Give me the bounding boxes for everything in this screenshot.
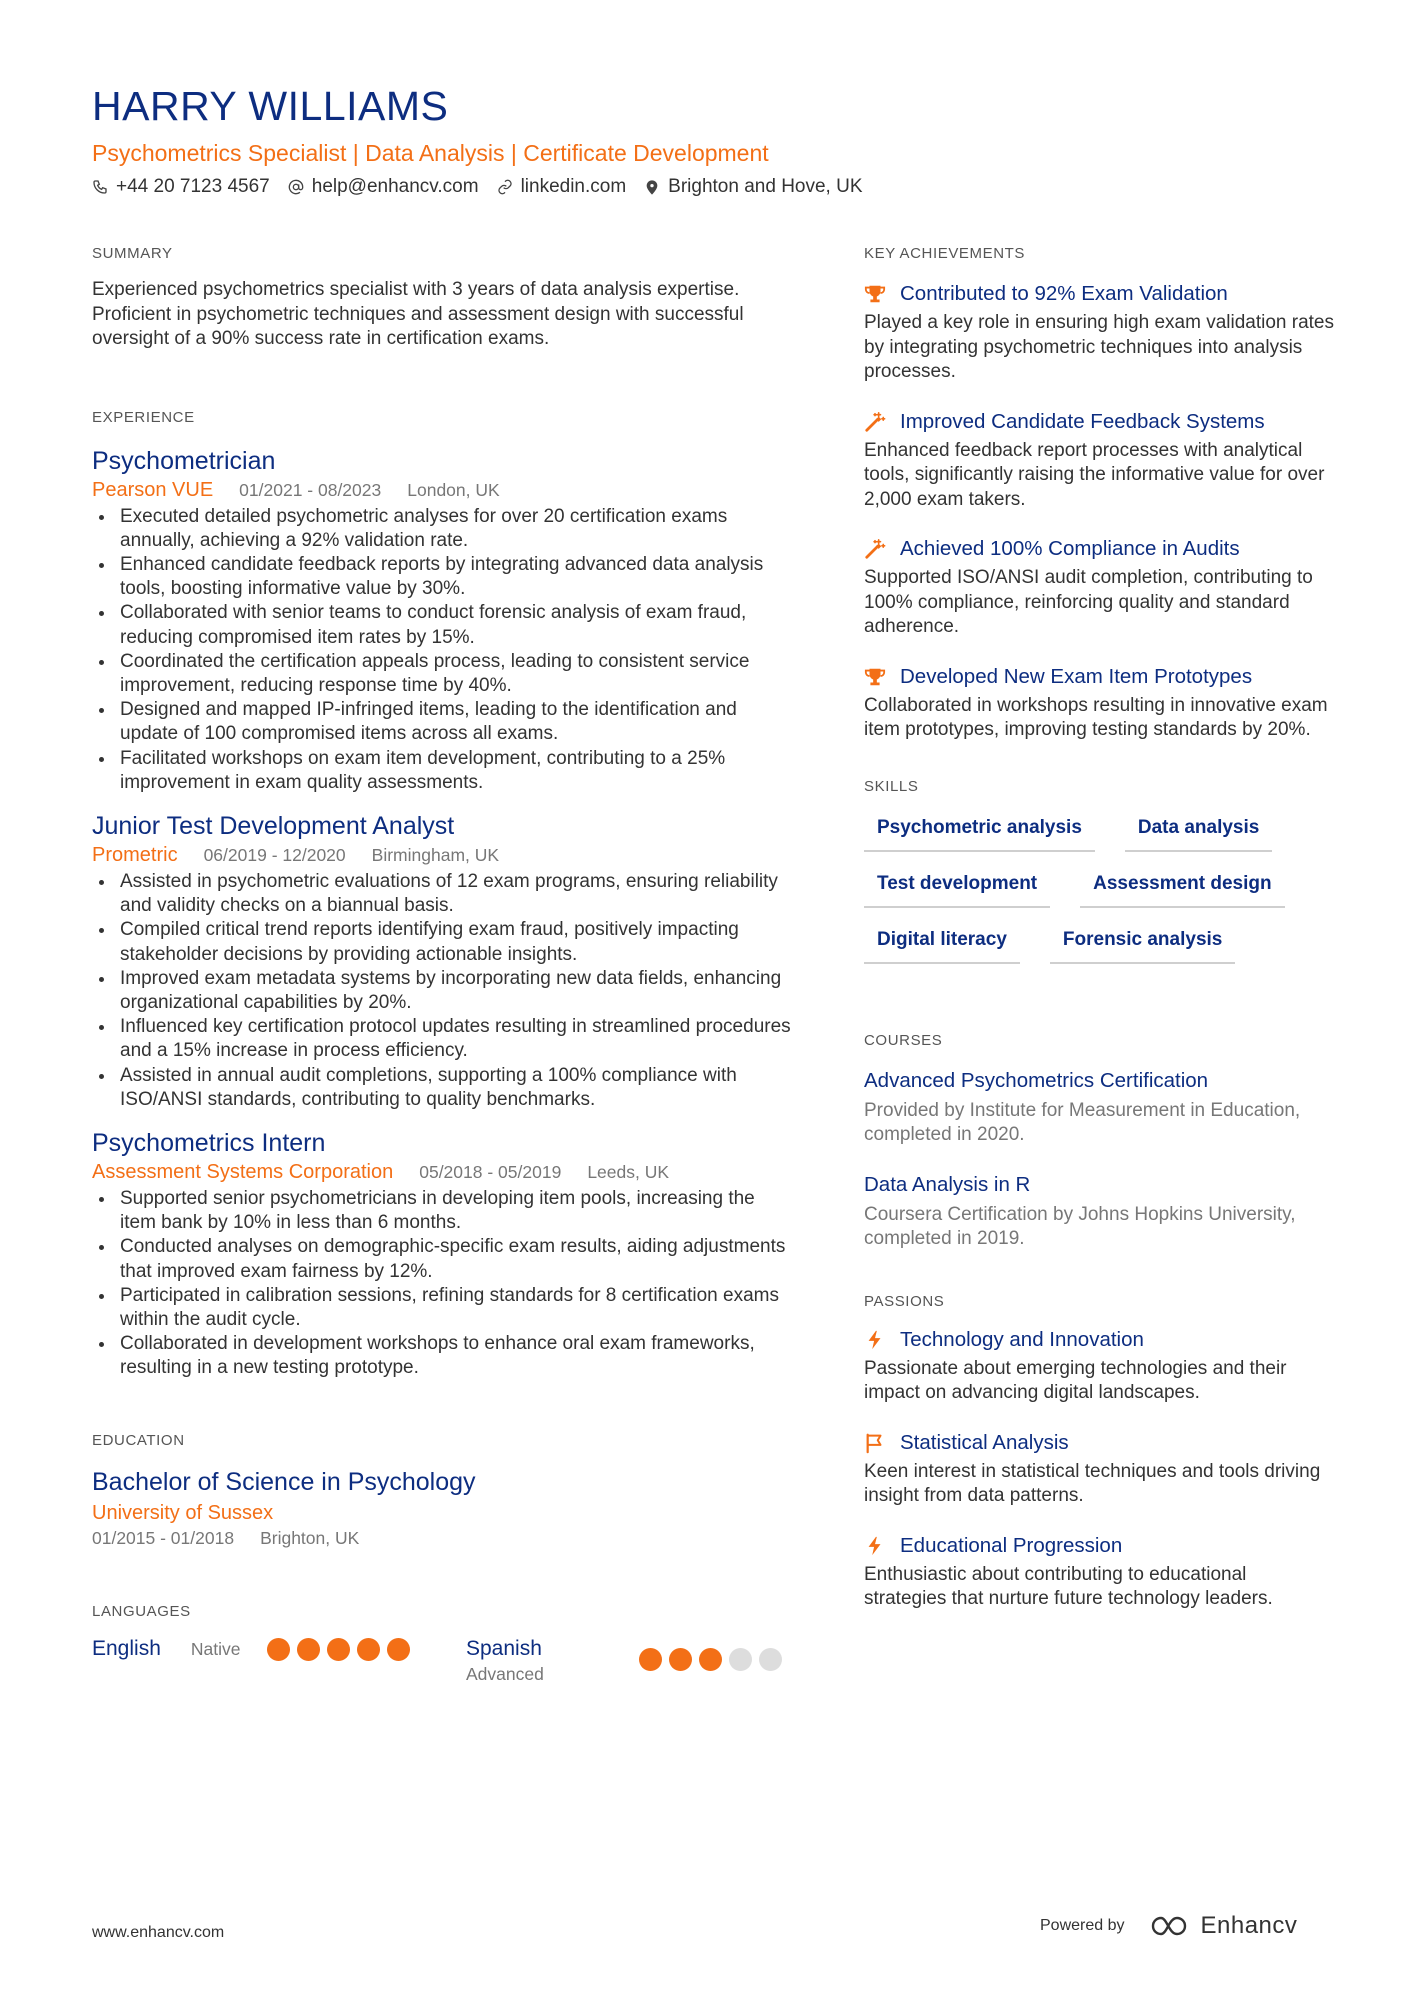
passions-section <box>864 1292 1334 1612</box>
languages-section <box>92 1602 792 1696</box>
summary-heading: SUMMARY <box>92 245 173 262</box>
achievement-item <box>864 280 1334 385</box>
job-bullet: Assisted in psychometric evaluations of 12 exam programs, ensuring reliability and validity checks on a biannual basis. <box>92 870 792 918</box>
enhancv-logo-icon <box>1149 1914 1193 1938</box>
lightning-icon <box>864 1535 886 1557</box>
location-icon <box>644 179 660 195</box>
skill-tag: Forensic analysis <box>1050 927 1235 964</box>
job-dates: 01/2021 - 08/2023 <box>239 479 382 500</box>
course-title: Data Analysis in R <box>864 1172 1031 1196</box>
job-location: London, UK <box>407 479 500 500</box>
contact-linkedin[interactable] <box>497 174 627 200</box>
headline: Psychometrics Specialist | Data Analysis | Certificate Development <box>92 140 769 166</box>
job-bullet: Collaborated with senior teams to conduct forensic analysis of exam fraud, reducing compromised item rates by 15%. <box>92 601 792 649</box>
trophy-icon <box>864 666 886 688</box>
achievement-desc: Played a key role in ensuring high exam validation rates by integrating psychometric techniques into analysis processes. <box>864 312 1334 382</box>
education-meta <box>92 1526 792 1550</box>
job-dates: 06/2019 - 12/2020 <box>203 844 346 865</box>
powered-by-label: Powered by <box>1040 1917 1125 1934</box>
candidate-name: HARRY WILLIAMS <box>92 83 449 129</box>
language-name: English <box>92 1636 161 1660</box>
language-english <box>92 1636 241 1662</box>
skill-tag: Assessment design <box>1080 871 1284 908</box>
job-dates: 05/2018 - 05/2019 <box>419 1161 562 1182</box>
job-title: Psychometrics Intern <box>92 1128 326 1157</box>
flag-icon <box>864 1432 886 1454</box>
magic-wand-icon <box>864 538 886 560</box>
courses-section <box>864 1031 1334 1252</box>
rating-dot-filled <box>387 1638 410 1661</box>
achievement-desc: Enhanced feedback report processes with analytical tools, significantly raising the informative value for over 2,000 exam takers. <box>864 439 1325 510</box>
job-bullet: Collaborated in development workshops to enhance oral exam frameworks, resulting in a new testing prototype. <box>92 1332 792 1380</box>
job-bullet: Coordinated the certification appeals process, leading to consistent service improvement, reducing response time by 40%. <box>92 650 792 698</box>
languages-heading: LANGUAGES <box>92 1602 191 1620</box>
link-icon <box>497 179 513 195</box>
trophy-icon <box>864 283 886 305</box>
achievement-title: Contributed to 92% Exam Validation <box>900 282 1228 305</box>
job-entry <box>92 1128 792 1381</box>
languages-row <box>92 1636 792 1696</box>
contact-location-text: Brighton and Hove, UK <box>668 176 863 197</box>
brand-name: Enhancv <box>1200 1912 1298 1939</box>
achievements-heading: KEY ACHIEVEMENTS <box>864 245 1026 262</box>
contact-email-text: help@enhancv.com <box>311 176 479 197</box>
language-rating <box>267 1638 417 1661</box>
rating-dot-filled <box>297 1638 320 1661</box>
job-bullet: Facilitated workshops on exam item development, contributing to a 25% improvement in exam quality assessments. <box>92 747 792 795</box>
achievement-item <box>864 408 1334 513</box>
passion-desc: Passionate about emerging technologies and their impact on advancing digital landscapes. <box>864 1357 1287 1403</box>
phone-icon <box>92 179 108 195</box>
left-column <box>92 244 792 1696</box>
course-item <box>864 1067 1334 1148</box>
achievement-item <box>864 535 1334 640</box>
passion-item <box>864 1532 1334 1612</box>
education-degree: Bachelor of Science in Psychology <box>92 1467 476 1496</box>
achievement-item <box>864 663 1334 743</box>
at-icon <box>288 179 304 195</box>
passion-desc: Enthusiastic about contributing to educational strategies that nurture future technology leaders. <box>864 1563 1273 1609</box>
rating-dot-filled <box>669 1648 692 1671</box>
course-item <box>864 1171 1334 1252</box>
enhancv-logo[interactable] <box>1149 1912 1298 1940</box>
summary-section <box>92 244 792 352</box>
achievements-section <box>864 244 1334 743</box>
job-company: Pearson VUE <box>92 478 214 501</box>
job-meta <box>92 843 792 867</box>
rating-dot-filled <box>357 1638 380 1661</box>
rating-dot-filled <box>699 1648 722 1671</box>
course-desc: Provided by Institute for Measurement in Education, completed in 2020. <box>864 1099 1301 1145</box>
achievement-title: Improved Candidate Feedback Systems <box>900 409 1265 433</box>
rating-dot-filled <box>639 1648 662 1671</box>
contact-bar <box>92 174 881 200</box>
rating-dot-filled <box>327 1638 350 1661</box>
footer-brand <box>1040 1912 1297 1940</box>
passion-item <box>864 1429 1334 1509</box>
job-meta <box>92 1160 792 1184</box>
job-bullets <box>92 1187 792 1381</box>
education-heading: EDUCATION <box>92 1431 185 1449</box>
footer-website[interactable]: www.enhancv.com <box>92 1924 225 1941</box>
contact-location <box>644 174 862 200</box>
achievement-desc: Supported ISO/ANSI audit completion, contributing to 100% compliance, reinforcing quality and standard adherence. <box>864 567 1313 637</box>
language-level: Native <box>190 1638 241 1659</box>
experience-section <box>92 408 792 1381</box>
job-location: Leeds, UK <box>587 1161 670 1182</box>
contact-linkedin-text: linkedin.com <box>520 176 627 197</box>
education-dates: 01/2015 - 01/2018 <box>92 1527 235 1548</box>
skill-tag: Digital literacy <box>864 927 1020 964</box>
job-bullet: Designed and mapped IP-infringed items, leading to the identification and update of 100 compromised items across all exams. <box>92 698 792 746</box>
rating-dot-empty <box>729 1648 752 1671</box>
job-bullet: Supported senior psychometricians in developing item pools, increasing the item bank by 10% in less than 6 months. <box>92 1187 792 1235</box>
job-company: Prometric <box>92 843 178 866</box>
skill-tag: Test development <box>864 871 1050 908</box>
lightning-icon <box>864 1329 886 1351</box>
job-bullet: Participated in calibration sessions, refining standards for 8 certification exams within the audit cycle. <box>92 1284 792 1332</box>
language-rating <box>639 1648 789 1671</box>
job-entry <box>92 446 792 795</box>
achievement-desc: Collaborated in workshops resulting in innovative exam item prototypes, improving testing standards by 20%. <box>864 694 1328 740</box>
rating-dot-filled <box>267 1638 290 1661</box>
passions-heading: PASSIONS <box>864 1292 945 1310</box>
course-desc: Coursera Certification by Johns Hopkins University, completed in 2019. <box>864 1203 1296 1249</box>
job-bullet: Compiled critical trend reports identifying exam fraud, positively impacting stakeholder decisions by providing actionable insights. <box>92 918 792 966</box>
passion-item <box>864 1326 1334 1406</box>
rating-dot-empty <box>759 1648 782 1671</box>
education-section <box>92 1431 792 1550</box>
job-company: Assessment Systems Corporation <box>92 1160 394 1183</box>
contact-phone[interactable] <box>92 174 270 200</box>
right-column <box>864 244 1334 1635</box>
language-name: Spanish <box>466 1636 542 1660</box>
skill-tag: Psychometric analysis <box>864 815 1095 852</box>
course-title: Advanced Psychometrics Certification <box>864 1068 1209 1092</box>
skill-tag: Data analysis <box>1125 815 1272 852</box>
job-entry <box>92 811 792 1112</box>
magic-wand-icon <box>864 411 886 433</box>
language-spanish <box>466 1636 544 1686</box>
education-school: University of Sussex <box>92 1501 274 1524</box>
job-bullet: Enhanced candidate feedback reports by integrating advanced data analysis tools, boosting informative value by 30%. <box>92 553 792 601</box>
skills-section <box>864 777 1334 983</box>
passion-title: Educational Progression <box>900 1533 1123 1557</box>
job-location: Birmingham, UK <box>371 844 500 865</box>
passion-title: Statistical Analysis <box>900 1430 1069 1454</box>
job-bullet: Executed detailed psychometric analyses for over 20 certification exams annually, achieving a 92% validation rate. <box>92 505 792 553</box>
achievement-title: Developed New Exam Item Prototypes <box>900 664 1253 688</box>
education-location: Brighton, UK <box>260 1527 360 1548</box>
job-title: Psychometrician <box>92 446 276 475</box>
summary-text: Experienced psychometrics specialist with 3 years of data analysis expertise. Proficient in psychometric techniques and assessment design with successful oversight of a 90% success rate in certification exams. <box>92 279 744 349</box>
job-meta <box>92 478 792 502</box>
job-bullet: Conducted analyses on demographic-specific exam results, aiding adjustments that improved exam fairness by 12%. <box>92 1235 792 1283</box>
passion-desc: Keen interest in statistical techniques and tools driving insight from data patterns. <box>864 1460 1321 1506</box>
job-bullets <box>92 870 792 1112</box>
job-bullet: Assisted in annual audit completions, supporting a 100% compliance with ISO/ANSI standards, contributing to quality benchmarks. <box>92 1064 792 1112</box>
contact-phone-text: +44 20 7123 4567 <box>116 176 270 197</box>
language-level: Advanced <box>466 1663 544 1684</box>
job-bullet: Influenced key certification protocol updates resulting in streamlined procedures and a 15% increase in process efficiency. <box>92 1015 792 1063</box>
contact-email[interactable] <box>288 174 479 200</box>
job-title: Junior Test Development Analyst <box>92 811 455 840</box>
passion-title: Technology and Innovation <box>900 1327 1144 1351</box>
achievement-title: Achieved 100% Compliance in Audits <box>900 537 1240 560</box>
job-bullet: Improved exam metadata systems by incorporating new data fields, enhancing organizational capabilities by 20%. <box>92 967 792 1015</box>
skills-list <box>864 815 1334 983</box>
skills-heading: SKILLS <box>864 777 919 795</box>
experience-heading: EXPERIENCE <box>92 408 195 426</box>
job-bullets <box>92 505 792 795</box>
courses-heading: COURSES <box>864 1031 943 1049</box>
